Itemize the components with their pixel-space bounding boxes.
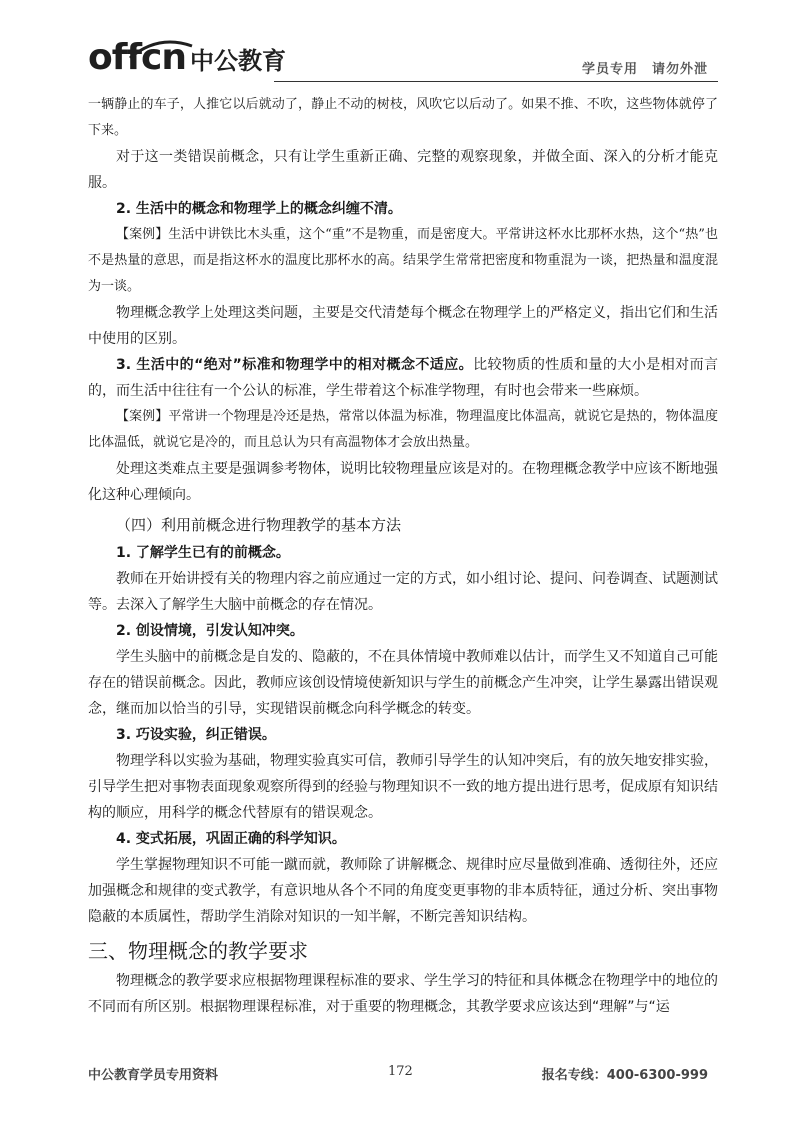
method-2-text: 学生头脑中的前概念是自发的、隐蔽的，不在具体情境中教师难以估计，而学生又不知道自己可能存在的错误前概念。因此，教师应该创设情境使新知识与学生的前概念产生冲突，让学生暴露出错误观念，继而加以恰当的引导，实现错误前概念向科学概念的转变。 — [88, 649, 718, 717]
method-2-heading: 2. 创设情境，引发认知冲突。 — [116, 623, 304, 639]
method-1-text: 教师在开始讲授有关的物理内容之前应通过一定的方式，如小组讨论、提问、问卷调查、试题测试等。去深入了解学生大脑中前概念的存在情况。 — [88, 571, 718, 613]
page-header — [88, 38, 718, 86]
case-example-1: 【案例】生活中讲铁比木头重，这个“重”不是物重，而是密度大。平常讲这杯水比那杯水热，这个“热”也不是热量的意思，而是指这杯水的温度比那杯水的高。结果学生常常把密度和物重混为一谈，把热量和温度混为一谈。 — [88, 227, 718, 294]
paragraph-remedy-2: 物理概念教学上处理这类问题，主要是交代清楚每个概念在物理学上的严格定义，指出它们和生活中使用的区别。 — [88, 305, 718, 347]
paragraph-requirements: 物理概念的教学要求应根据物理课程标准的要求、学生学习的特征和具体概念在物理学中的地位的不同而有所区别。根据物理课程标准，对于重要的物理概念，其教学要求应该达到“理解”与“运 — [88, 973, 718, 1015]
paragraph-item-3 — [88, 352, 718, 404]
page-footer — [88, 1064, 718, 1088]
method-3-text: 物理学科以实验为基础，物理实验真实可信，教师引导学生的认知冲突后，有的放矢地安排实验，引导学生把对事物表面现象观察所得到的经验与物理知识不一致的地方提出进行思考，促成原有知识结构的顺应，用科学的概念代替原有的错误观念。 — [88, 753, 718, 821]
page-body — [88, 92, 718, 1020]
section-heading-three: 三、物理概念的教学要求 — [88, 939, 308, 963]
method-4-heading: 4. 变式拓展，巩固正确的科学知识。 — [116, 831, 346, 847]
case-example-2: 【案例】平常讲一个物理是冷还是热，常常以体温为标准，物理温度比体温高，就说它是热的，物体温度比体温低，就说它是冷的，而且总认为只有高温物体才会放出热量。 — [88, 409, 718, 450]
header-tag-student: 学员专用 — [581, 62, 638, 77]
footer-label: 中公教育学员专用资料 — [88, 1068, 219, 1083]
footer-hotline: 报名专线：400-6300-999 — [541, 1068, 708, 1083]
paragraph-remedy-3: 处理这类难点主要是强调参考物体，说明比较物理量应该是对的。在物理概念教学中应该不断地强化这种心理倾向。 — [88, 461, 718, 503]
header-tags — [582, 58, 708, 77]
method-4-text: 学生掌握物理知识不可能一蹴而就，教师除了讲解概念、规律时应尽量做到准确、透彻往外，还应加强概念和规律的变式教学，有意识地从各个不同的角度变更事物的非本质特征，通过分析、突出事物隐蔽的本质属性，帮助学生消除对知识的一知半解，不断完善知识结构。 — [88, 857, 718, 925]
method-3-heading: 3. 巧设实验，纠正错误。 — [116, 727, 276, 743]
logo-chinese-text: 中公教育 — [190, 47, 287, 75]
section-heading-4: （四）利用前概念进行物理教学的基本方法 — [116, 516, 402, 534]
method-1-heading: 1. 了解学生已有的前概念。 — [116, 545, 290, 561]
offcn-logo — [88, 38, 286, 78]
heading-item-2: 2. 生活中的概念和物理学上的概念纠缠不清。 — [116, 201, 402, 217]
logo-arc-icon — [128, 38, 194, 60]
item-3-text: 比较物质的性质和量的大小是相对而言的，而生活中往往有一个公认的标准，学生带着这个标准学物理，有时也会带来一些麻烦。 — [88, 357, 718, 399]
page-number: 172 — [388, 1064, 413, 1079]
paragraph-case-continued: 一辆静止的车子，人推它以后就动了，静止不动的树枝，风吹它以后动了。如果不推、不吹，这些物体就停了下来。 — [88, 97, 718, 138]
heading-item-3: 3. 生活中的“绝对”标准和物理学中的相对概念不适应。 — [116, 357, 474, 373]
paragraph-remedy-1: 对于这一类错误前概念，只有让学生重新正确、完整的观察现象，并做全面、深入的分析才能克服。 — [88, 149, 718, 191]
header-tag-confidential: 请勿外泄 — [651, 62, 708, 77]
header-divider — [274, 81, 718, 82]
logo-latin-text: offcn — [88, 37, 187, 78]
